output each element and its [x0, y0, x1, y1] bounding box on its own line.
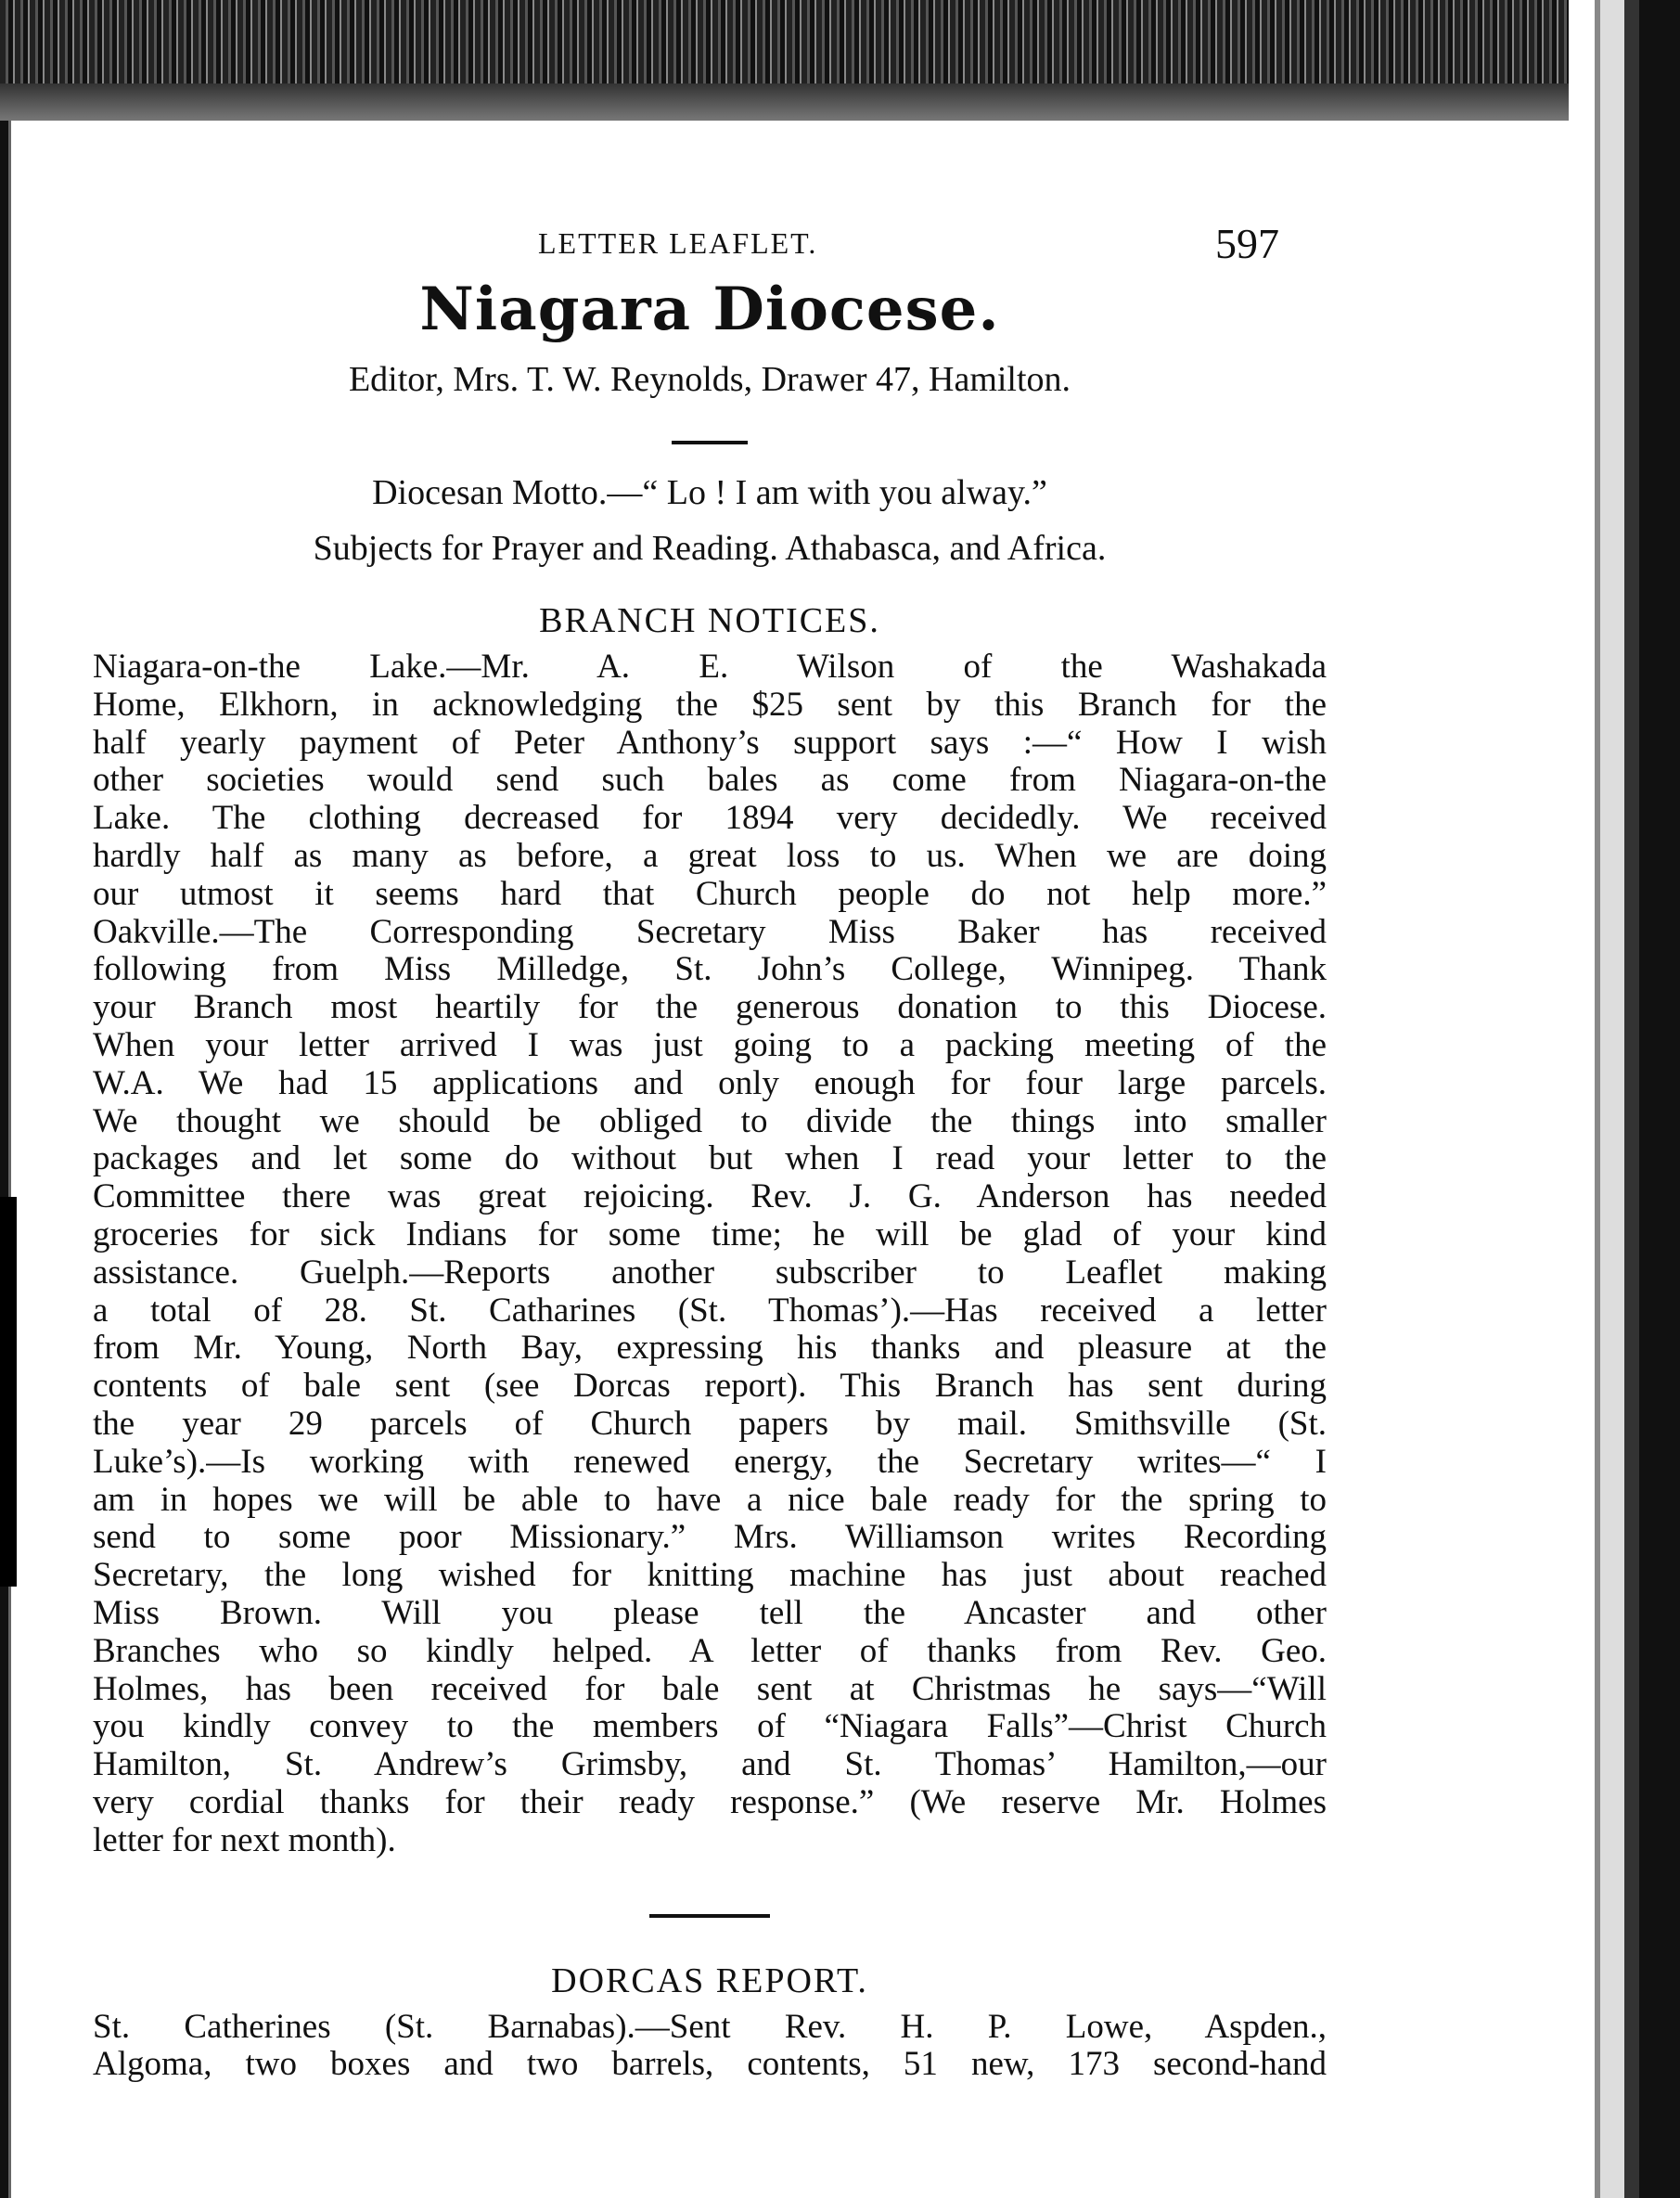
text-line: assistance. Guelph.—Reports another subscriber to Leaflet making	[93, 1253, 1327, 1292]
editor-line: Editor, Mrs. T. W. Reynolds, Drawer 47, Hamilton.	[348, 360, 1071, 399]
text-line: the year 29 parcels of Church papers by mail. Smithsville (St.	[93, 1404, 1327, 1443]
text-line: We thought we should be obliged to divide the things into smaller	[93, 1101, 1327, 1140]
text-line: following from Miss Milledge, St. John’s College, Winnipeg. Thank	[93, 950, 1327, 989]
text-line: Committee there was great rejoicing. Rev. J. G. Anderson has needed	[93, 1177, 1327, 1216]
text-line: St. Catherines (St. Barnabas).—Sent Rev. H. P. Lowe, Aspden.,	[93, 2007, 1327, 2046]
text-line: hardly half as many as before, a great loss to us. When we are doing	[93, 836, 1327, 875]
scan-top-border	[0, 0, 1680, 121]
divider-rule	[672, 441, 748, 444]
text-line: a total of 28. St. Catharines (St. Thomas’).—Has received a letter	[93, 1291, 1327, 1330]
text-line: other societies would send such bales as come from Niagara-on-the	[93, 761, 1327, 800]
scan-left-border	[0, 121, 26, 2198]
text-line: contents of bale sent (see Dorcas report). This Branch has sent during	[93, 1367, 1327, 1406]
prayer-subjects: Subjects for Prayer and Reading. Athabasca, and Africa.	[313, 529, 1107, 568]
text-line: When your letter arrived I was just going to a packing meeting of the	[93, 1025, 1327, 1064]
branch-notices-heading: BRANCH NOTICES.	[539, 601, 880, 640]
running-head-title: LETTER LEAFLET.	[538, 226, 818, 260]
text-line: Niagara-on-the Lake.—Mr. A. E. Wilson of the Washakada	[93, 648, 1327, 686]
text-line: from Mr. Young, North Bay, expressing his thanks and pleasure at the	[93, 1329, 1327, 1368]
text-line: our utmost it seems hard that Church people do not help more.”	[93, 874, 1327, 913]
text-line: half yearly payment of Peter Anthony’s support says :—“ How I wish	[93, 723, 1327, 762]
dorcas-report-heading: DORCAS REPORT.	[551, 1960, 868, 2000]
text-line: packages and let some do without but when I read your letter to the	[93, 1139, 1327, 1178]
document-page	[93, 195, 1327, 2084]
diocese-title: Niagara Diocese.	[419, 275, 1000, 344]
text-line: you kindly convey to the members of “Niagara Falls”—Christ Church	[93, 1707, 1327, 1746]
text-line: send to some poor Missionary.” Mrs. Williamson writes Recording	[93, 1518, 1327, 1557]
scan-right-border	[1569, 0, 1680, 2198]
text-line: Branches who so kindly helped. A letter of thanks from Rev. Geo.	[93, 1631, 1327, 1670]
branch-notices-body	[93, 649, 1327, 1860]
diocesan-motto: Diocesan Motto.—“ Lo ! I am with you alway.”	[372, 473, 1047, 512]
dorcas-report-body	[93, 2009, 1327, 2085]
text-line: Luke’s).—Is working with renewed energy, the Secretary writes—“ I	[93, 1442, 1327, 1481]
text-line: groceries for sick Indians for some time; he will be glad of your kind	[93, 1215, 1327, 1253]
running-head	[93, 195, 1327, 269]
text-line: Lake. The clothing decreased for 1894 very decidedly. We received	[93, 799, 1327, 838]
text-line: very cordial thanks for their ready response.” (We reserve Mr. Holmes	[93, 1782, 1327, 1821]
text-line: am in hopes we will be able to have a nice bale ready for the spring to	[93, 1480, 1327, 1519]
page-number: 597	[1215, 220, 1279, 267]
text-line: Home, Elkhorn, in acknowledging the $25 sent by this Branch for the	[93, 685, 1327, 724]
text-line: Oakville.—The Corresponding Secretary Miss Baker has received	[93, 912, 1327, 951]
text-line: Holmes, has been received for bale sent at Christmas he says—“Will	[93, 1669, 1327, 1708]
text-line: letter for next month).	[93, 1820, 396, 1859]
text-line: Algoma, two boxes and two barrels, contents, 51 new, 173 second-hand	[93, 2045, 1327, 2084]
divider-rule-2	[649, 1914, 770, 1918]
text-line: Secretary, the long wished for knitting machine has just about reached	[93, 1556, 1327, 1595]
text-line: W.A. We had 15 applications and only enough for four large parcels.	[93, 1063, 1327, 1102]
text-line: Hamilton, St. Andrew’s Grimsby, and St. Thomas’ Hamilton,—our	[93, 1745, 1327, 1784]
text-line: Miss Brown. Will you please tell the Ancaster and other	[93, 1593, 1327, 1632]
text-line: your Branch most heartily for the generous donation to this Diocese.	[93, 988, 1327, 1027]
